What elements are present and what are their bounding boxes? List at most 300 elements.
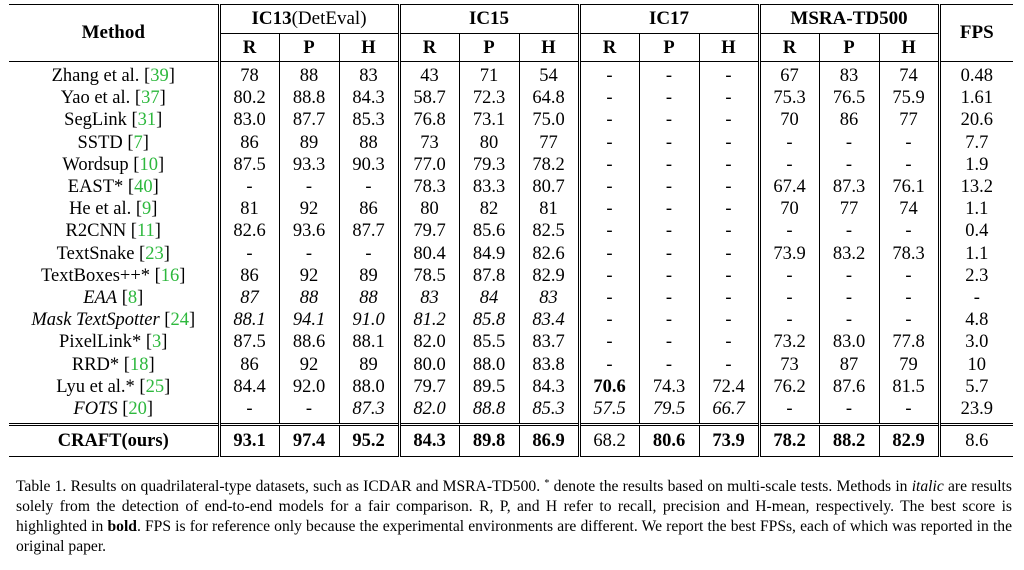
- score-cell: -: [639, 87, 699, 109]
- citation-close: ]: [151, 199, 158, 220]
- score-cell: 78.3: [399, 176, 459, 198]
- score-cell: 83: [819, 62, 879, 88]
- score-cell: 57.5: [579, 398, 639, 425]
- score-cell: 80.4: [399, 243, 459, 265]
- score-cell: -: [819, 132, 879, 154]
- citation-link[interactable]: 40: [134, 177, 153, 198]
- score-cell: -: [579, 287, 639, 309]
- score-cell: 83: [339, 62, 399, 88]
- method-label: R2CNN [: [65, 221, 137, 242]
- method-name-craft: CRAFT(ours): [9, 425, 219, 457]
- method-label: Yao et al. [: [60, 88, 142, 109]
- method-name: [9, 243, 219, 265]
- fps-cell: 23.9: [960, 398, 993, 419]
- score-cell: 83: [519, 287, 579, 309]
- score-cell: -: [699, 331, 759, 353]
- score-cell: 88.0: [459, 353, 519, 375]
- header-row-datasets: [9, 5, 1013, 34]
- score-cell: 78.3: [879, 243, 939, 265]
- citation-link[interactable]: 24: [170, 310, 189, 331]
- score-cell: 82.5: [519, 220, 579, 242]
- metric-header-ic17-p: P: [639, 34, 699, 62]
- metric-header-msra-p: P: [819, 34, 879, 62]
- score-cell: -: [879, 220, 939, 242]
- dataset-header-msra: MSRA-TD500: [759, 5, 939, 34]
- score-cell: 87.6: [819, 376, 879, 398]
- score-cell: -: [639, 176, 699, 198]
- citation-close: ]: [168, 66, 175, 87]
- score-cell: 95.2: [339, 425, 399, 457]
- score-cell: 73.9: [759, 243, 819, 265]
- score-cell: -: [699, 220, 759, 242]
- score-cell: 81.2: [399, 309, 459, 331]
- citation-link[interactable]: 16: [160, 265, 180, 286]
- score-cell: 92: [279, 265, 339, 287]
- score-cell: -: [579, 220, 639, 242]
- score-cell: 89.8: [459, 425, 519, 457]
- score-cell: -: [579, 353, 639, 375]
- citation-link[interactable]: 20: [128, 398, 147, 419]
- score-cell: -: [699, 87, 759, 109]
- fps-cell: -: [973, 287, 980, 308]
- method-name: [9, 132, 219, 154]
- score-cell: 84: [459, 287, 519, 309]
- score-cell: 72.4: [699, 376, 759, 398]
- score-cell: 82.9: [879, 425, 939, 457]
- table-row-craft: [9, 425, 1013, 457]
- citation-close: ]: [146, 398, 154, 419]
- method-name: EAA [8]: [9, 287, 219, 309]
- score-cell: 81: [219, 198, 279, 220]
- score-cell: -: [579, 154, 639, 176]
- score-cell: -: [639, 331, 699, 353]
- score-cell: 79.7: [399, 220, 459, 242]
- score-cell: 58.7: [399, 87, 459, 109]
- table-row: [9, 220, 1013, 242]
- table-row: [9, 154, 1013, 176]
- score-cell: -: [759, 154, 819, 176]
- score-cell: 84.4: [219, 376, 279, 398]
- score-cell: -: [699, 154, 759, 176]
- score-cell: -: [819, 398, 879, 425]
- score-cell: 73: [759, 353, 819, 375]
- score-cell: 75.9: [879, 87, 939, 109]
- score-cell: 54: [519, 62, 579, 88]
- score-cell: -: [279, 176, 339, 198]
- citation-link[interactable]: 10: [139, 154, 158, 175]
- score-cell: 88: [279, 62, 339, 88]
- table-row: [9, 309, 1013, 331]
- score-cell: 72.3: [459, 87, 519, 109]
- method-name: [9, 220, 219, 242]
- table-row: [9, 132, 1013, 154]
- score-cell: 71: [459, 62, 519, 88]
- score-cell: -: [639, 309, 699, 331]
- score-cell: 86: [219, 353, 279, 375]
- score-cell: 88.2: [819, 425, 879, 457]
- score-cell: -: [759, 398, 819, 425]
- method-label: Lyu et al.* [: [56, 376, 146, 397]
- fps-cell: 0.48: [960, 66, 993, 87]
- method-name: [9, 87, 219, 109]
- score-cell: 43: [399, 62, 459, 88]
- score-cell: 82: [459, 198, 519, 220]
- score-cell: -: [639, 265, 699, 287]
- score-cell: -: [639, 62, 699, 88]
- score-cell: -: [639, 109, 699, 131]
- score-cell: -: [639, 132, 699, 154]
- method-name: [9, 154, 219, 176]
- score-cell: 79.5: [639, 398, 699, 425]
- score-cell: 78.2: [759, 425, 819, 457]
- score-cell: -: [579, 109, 639, 131]
- score-cell: 87.3: [819, 176, 879, 198]
- score-cell: 77.8: [879, 331, 939, 353]
- table-row: [9, 109, 1013, 131]
- score-cell: 83.8: [519, 353, 579, 375]
- citation-link[interactable]: 9: [142, 199, 152, 220]
- score-cell: 82.0: [399, 398, 459, 425]
- score-cell: 88.1: [339, 331, 399, 353]
- score-cell: 70: [759, 109, 819, 131]
- method-label: He et al. [: [69, 199, 142, 220]
- metric-header-ic15-p: P: [459, 34, 519, 62]
- method-name: [9, 376, 219, 398]
- table-row: [9, 176, 1013, 198]
- score-cell: -: [699, 309, 759, 331]
- table-row: [9, 243, 1013, 265]
- fps-cell: 5.7: [965, 376, 989, 397]
- citation-close: ]: [157, 154, 165, 175]
- score-cell: 75.3: [759, 87, 819, 109]
- score-cell: 93.6: [279, 220, 339, 242]
- score-cell: 88.1: [219, 309, 279, 331]
- dataset-header-ic17: IC17: [579, 5, 759, 34]
- score-cell: 81: [519, 198, 579, 220]
- score-cell: -: [759, 220, 819, 242]
- score-cell: 76.8: [399, 109, 459, 131]
- score-cell: 88.0: [339, 376, 399, 398]
- score-cell: 88.8: [459, 398, 519, 425]
- score-cell: 92: [279, 198, 339, 220]
- score-cell: 68.2: [579, 425, 639, 457]
- score-cell: -: [759, 309, 819, 331]
- score-cell: 87.5: [219, 331, 279, 353]
- metric-header-ic17-h: H: [699, 34, 759, 62]
- score-cell: 78.5: [399, 265, 459, 287]
- score-cell: -: [819, 265, 879, 287]
- score-cell: 73.9: [699, 425, 759, 457]
- score-cell: 86: [219, 265, 279, 287]
- score-cell: 93.3: [279, 154, 339, 176]
- method-label: EAST* [: [67, 177, 135, 198]
- score-cell: -: [339, 176, 399, 198]
- score-cell: -: [699, 62, 759, 88]
- score-cell: 86.9: [519, 425, 579, 457]
- fps-cell: 13.2: [960, 177, 993, 198]
- score-cell: 79.3: [459, 154, 519, 176]
- score-cell: 85.8: [459, 309, 519, 331]
- score-cell: -: [279, 398, 339, 425]
- score-cell: 76.1: [879, 176, 939, 198]
- score-cell: 92.0: [279, 376, 339, 398]
- score-cell: 64.8: [519, 87, 579, 109]
- score-cell: 80.7: [519, 176, 579, 198]
- method-name: [9, 62, 219, 88]
- score-cell: 67.4: [759, 176, 819, 198]
- citation-close: ]: [163, 243, 170, 264]
- score-cell: 82.0: [399, 331, 459, 353]
- table-row: [9, 353, 1013, 375]
- method-name: [9, 109, 219, 131]
- citation-close: ]: [137, 287, 144, 308]
- method-label: PixelLink* [: [59, 332, 153, 353]
- table-row: [9, 265, 1013, 287]
- score-cell: -: [639, 154, 699, 176]
- citation-close: ]: [179, 265, 186, 286]
- score-cell: 79: [879, 353, 939, 375]
- metric-header-ic13-r: R: [219, 34, 279, 62]
- score-cell: 83.0: [819, 331, 879, 353]
- score-cell: 67: [759, 62, 819, 88]
- citation-link[interactable]: 11: [136, 221, 155, 242]
- method-label: Mask TextSpotter: [31, 310, 160, 331]
- score-cell: -: [879, 398, 939, 425]
- score-cell: -: [639, 353, 699, 375]
- score-cell: -: [579, 309, 639, 331]
- score-cell: 88: [339, 132, 399, 154]
- score-cell: -: [579, 265, 639, 287]
- fps-cell: 1.1: [965, 199, 989, 220]
- fps-cell: 1.1: [965, 243, 989, 264]
- score-cell: -: [819, 287, 879, 309]
- method-name: FOTS [20]: [9, 398, 219, 425]
- method-label: SSTD [: [77, 132, 134, 153]
- score-cell: 70.6: [579, 376, 639, 398]
- metric-header-ic13-h: H: [339, 34, 399, 62]
- score-cell: 84.9: [459, 243, 519, 265]
- citation-close: ]: [188, 310, 196, 331]
- method-name: [9, 265, 219, 287]
- score-cell: 77: [879, 109, 939, 131]
- citation-close: ]: [148, 354, 155, 375]
- fps-cell: 20.6: [960, 110, 993, 131]
- metric-header-msra-r: R: [759, 34, 819, 62]
- score-cell: 81.5: [879, 376, 939, 398]
- citation-link[interactable]: 3: [152, 332, 162, 353]
- results-table: [9, 4, 1013, 457]
- score-cell: -: [219, 176, 279, 198]
- score-cell: 70: [759, 198, 819, 220]
- score-cell: 80.6: [639, 425, 699, 457]
- citation-link[interactable]: 18: [129, 354, 149, 375]
- score-cell: 66.7: [699, 398, 759, 425]
- fps-cell: 7.7: [965, 132, 989, 153]
- score-cell: 83.0: [219, 109, 279, 131]
- score-cell: 85.3: [519, 398, 579, 425]
- score-cell: -: [759, 132, 819, 154]
- score-cell: -: [219, 243, 279, 265]
- dataset-header-ic15: IC15: [399, 5, 579, 34]
- score-cell: -: [579, 132, 639, 154]
- table-row: [9, 287, 1013, 309]
- method-name: [9, 176, 219, 198]
- score-cell: 94.1: [279, 309, 339, 331]
- method-label: Wordsup [: [62, 154, 140, 175]
- score-cell: -: [699, 265, 759, 287]
- score-cell: 87: [819, 353, 879, 375]
- score-cell: 83.7: [519, 331, 579, 353]
- score-cell: -: [759, 265, 819, 287]
- table-row: [9, 376, 1013, 398]
- score-cell: 85.3: [339, 109, 399, 131]
- score-cell: -: [819, 220, 879, 242]
- fps-cell: 4.8: [965, 310, 989, 331]
- score-cell: 74.3: [639, 376, 699, 398]
- score-cell: 73.2: [759, 331, 819, 353]
- fps-cell: 1.61: [960, 88, 993, 109]
- score-cell: 92: [279, 353, 339, 375]
- table-row: [9, 62, 1013, 88]
- score-cell: 93.1: [219, 425, 279, 457]
- score-cell: 82.6: [519, 243, 579, 265]
- citation-link[interactable]: 39: [150, 66, 169, 87]
- score-cell: 83.3: [459, 176, 519, 198]
- score-cell: -: [639, 287, 699, 309]
- score-cell: 75.0: [519, 109, 579, 131]
- score-cell: 97.4: [279, 425, 339, 457]
- score-cell: 89.5: [459, 376, 519, 398]
- citation-link[interactable]: 8: [127, 287, 138, 308]
- method-label: FOTS: [73, 398, 118, 419]
- score-cell: 74: [879, 62, 939, 88]
- table-caption: Table 1. Results on quadrilateral-type datasets, such as ICDAR and MSRA-TD500. * denote the results based on multi-scale tests. Methods in italic are results solely from the detection of end-to-end models for a fair comparison. R, P, and H refer to recall, precision and H-mean, respectively. The best score is highlighted in bold. FPS is for reference only because the experimental environments are different. We report the best FPSs, each of which was reported in the original paper.: [16, 478, 1012, 555]
- fps-cell: 8.6: [939, 425, 1013, 457]
- score-cell: 91.0: [339, 309, 399, 331]
- method-name: [9, 198, 219, 220]
- method-label: TextBoxes++* [: [41, 265, 161, 286]
- score-cell: 90.3: [339, 154, 399, 176]
- score-cell: 76.2: [759, 376, 819, 398]
- score-cell: -: [699, 109, 759, 131]
- score-cell: 73: [399, 132, 459, 154]
- citation-link[interactable]: 7: [133, 132, 143, 153]
- score-cell: 80: [459, 132, 519, 154]
- score-cell: 87.8: [459, 265, 519, 287]
- citation-close: ]: [152, 177, 159, 198]
- score-cell: 74: [879, 198, 939, 220]
- score-cell: 87.7: [339, 220, 399, 242]
- metric-header-ic13-p: P: [279, 34, 339, 62]
- method-label: Zhang et al. [: [51, 66, 151, 87]
- citation-close: ]: [161, 332, 168, 353]
- fps-header: FPS: [939, 5, 1013, 62]
- citation-link[interactable]: 31: [137, 110, 157, 131]
- score-cell: 89: [279, 132, 339, 154]
- table-row: [9, 198, 1013, 220]
- score-cell: 83: [399, 287, 459, 309]
- citation-link[interactable]: 37: [141, 88, 160, 109]
- score-cell: -: [579, 87, 639, 109]
- score-cell: -: [219, 398, 279, 425]
- score-cell: 80.0: [399, 353, 459, 375]
- metric-header-ic15-h: H: [519, 34, 579, 62]
- score-cell: 84.3: [519, 376, 579, 398]
- score-cell: 89: [339, 265, 399, 287]
- score-cell: -: [879, 287, 939, 309]
- score-cell: 89: [339, 353, 399, 375]
- score-cell: 84.3: [399, 425, 459, 457]
- method-name: [9, 331, 219, 353]
- citation-close: ]: [154, 221, 161, 242]
- score-cell: -: [699, 287, 759, 309]
- score-cell: -: [759, 287, 819, 309]
- method-label: SegLink [: [64, 110, 138, 131]
- citation-close: ]: [142, 132, 149, 153]
- score-cell: 87.5: [219, 154, 279, 176]
- score-cell: 76.5: [819, 87, 879, 109]
- score-cell: -: [879, 154, 939, 176]
- metric-header-msra-h: H: [879, 34, 939, 62]
- score-cell: 85.5: [459, 331, 519, 353]
- score-cell: 77.0: [399, 154, 459, 176]
- score-cell: -: [579, 331, 639, 353]
- score-cell: -: [879, 265, 939, 287]
- citation-link[interactable]: 25: [145, 376, 165, 397]
- citation-link[interactable]: 23: [145, 243, 164, 264]
- table-row: [9, 87, 1013, 109]
- method-name: Mask TextSpotter [24]: [9, 309, 219, 331]
- score-cell: 78: [219, 62, 279, 88]
- score-cell: -: [579, 62, 639, 88]
- score-cell: -: [579, 176, 639, 198]
- score-cell: -: [579, 243, 639, 265]
- score-cell: -: [339, 243, 399, 265]
- score-cell: -: [639, 220, 699, 242]
- method-label: TextSnake [: [56, 243, 146, 264]
- score-cell: -: [639, 198, 699, 220]
- fps-cell: 0.4: [965, 221, 989, 242]
- score-cell: -: [699, 132, 759, 154]
- score-cell: 80: [399, 198, 459, 220]
- citation-close: ]: [164, 376, 171, 397]
- citation-close: ]: [159, 88, 166, 109]
- metric-header-ic15-r: R: [399, 34, 459, 62]
- method-label: EAA: [83, 287, 118, 308]
- table-row: [9, 331, 1013, 353]
- score-cell: -: [279, 243, 339, 265]
- score-cell: -: [699, 243, 759, 265]
- score-cell: 82.9: [519, 265, 579, 287]
- score-cell: -: [699, 176, 759, 198]
- metric-header-ic17-r: R: [579, 34, 639, 62]
- score-cell: 77: [819, 198, 879, 220]
- score-cell: -: [699, 198, 759, 220]
- score-cell: 85.6: [459, 220, 519, 242]
- score-cell: 88: [339, 287, 399, 309]
- score-cell: 83.4: [519, 309, 579, 331]
- score-cell: 78.2: [519, 154, 579, 176]
- score-cell: 88.6: [279, 331, 339, 353]
- score-cell: 86: [219, 132, 279, 154]
- method-label: RRD* [: [71, 354, 130, 375]
- score-cell: 83.2: [819, 243, 879, 265]
- score-cell: -: [819, 309, 879, 331]
- score-cell: -: [639, 243, 699, 265]
- score-cell: 84.3: [339, 87, 399, 109]
- score-cell: -: [579, 198, 639, 220]
- score-cell: 88: [279, 287, 339, 309]
